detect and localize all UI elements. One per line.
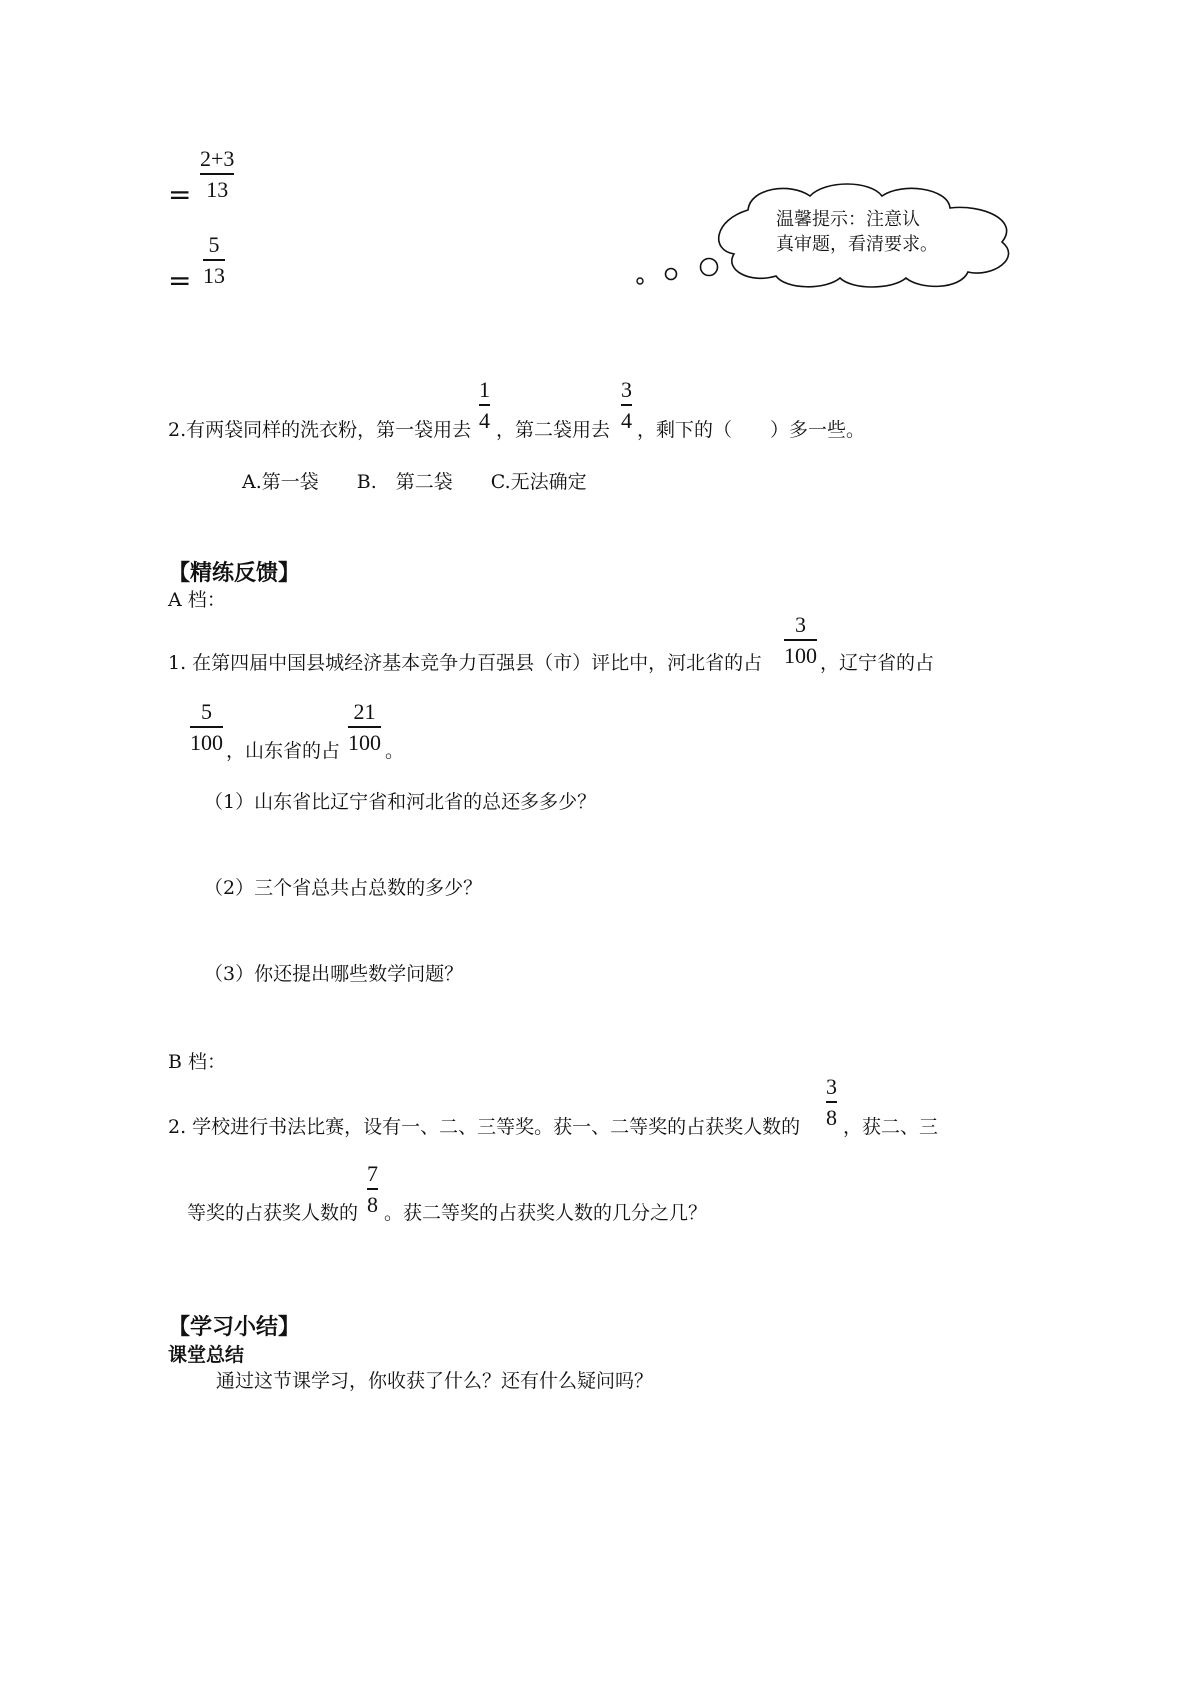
- problem-2-text-part2: ，获二、三: [843, 1116, 939, 1138]
- problem-1-text-part1: 1. 在第四届中国县城经济基本竞争力百强县（市）评比中，河北省的占: [168, 652, 763, 674]
- fraction-1-over-4: [479, 378, 490, 433]
- question-2-text-part3: ，剩下的（ ）多一些。: [637, 419, 866, 441]
- summary-subheading: 课堂总结: [168, 1344, 245, 1366]
- fraction-numerator: 7: [367, 1161, 378, 1186]
- fraction-denominator: 4: [479, 407, 490, 433]
- fraction-numerator: 5: [201, 699, 212, 724]
- problem-1-text-part4: 。: [385, 740, 405, 762]
- problem-1-subquestion-2: （2）三个省总共占总数的多少？: [204, 877, 483, 899]
- fraction-numerator: 1: [479, 377, 490, 402]
- fraction-numerator: 3: [795, 612, 806, 637]
- equals-sign: =: [168, 264, 192, 297]
- problem-2-text-part4: 。获二等奖的占获奖人数的几分之几？: [384, 1202, 708, 1224]
- fraction-bar: [200, 173, 234, 175]
- fraction-5-over-100: [190, 700, 223, 755]
- fraction-numerator: 3: [621, 377, 632, 402]
- fraction-denominator: 8: [826, 1104, 837, 1130]
- fraction-denominator: 100: [348, 729, 381, 755]
- fraction-bar: [348, 726, 381, 728]
- fraction-3-over-100: [784, 613, 817, 668]
- level-a-label: A 档：: [168, 589, 226, 611]
- practice-heading: 【精练反馈】: [168, 560, 301, 586]
- fraction-bar: [621, 404, 632, 406]
- fraction-bar: [826, 1101, 837, 1103]
- fraction-2plus3-over-13: [200, 147, 234, 202]
- level-b-label: B 档：: [168, 1051, 227, 1073]
- fraction-denominator: 4: [621, 407, 632, 433]
- question-2-text-part2: ，第二袋用去: [496, 419, 611, 441]
- fraction-3-over-8: [826, 1075, 837, 1130]
- fraction-numerator: 3: [826, 1074, 837, 1099]
- fraction-7-over-8: [367, 1162, 378, 1217]
- problem-1-text-part2: ，辽宁省的占: [820, 652, 935, 674]
- fraction-5-over-13: [203, 233, 225, 288]
- fraction-3-over-4: [621, 378, 632, 433]
- fraction-bar: [190, 726, 223, 728]
- fraction-bar: [784, 639, 817, 641]
- fraction-denominator: 8: [367, 1191, 378, 1217]
- fraction-bar: [479, 404, 490, 406]
- fraction-numerator: 5: [208, 232, 220, 257]
- tip-line-1: 温馨提示：注意认: [776, 209, 920, 230]
- fraction-numerator: 2+3: [200, 146, 235, 171]
- fraction-denominator: 100: [190, 729, 223, 755]
- summary-heading: 【学习小结】: [168, 1314, 301, 1340]
- problem-2-text-part3: 等奖的占获奖人数的: [187, 1202, 359, 1224]
- fraction-bar: [203, 259, 225, 261]
- fraction-21-over-100: [348, 700, 381, 755]
- problem-1-subquestion-3: （3）你还提出哪些数学问题？: [204, 963, 464, 985]
- equals-sign: =: [168, 178, 192, 211]
- summary-text: 通过这节课学习，你收获了什么？还有什么疑问吗？: [216, 1370, 654, 1392]
- tip-line-2: 真审题，看清要求。: [776, 234, 938, 255]
- fraction-denominator: 13: [206, 176, 229, 202]
- problem-1-subquestion-1: （1）山东省比辽宁省和河北省的总还多多少？: [204, 791, 597, 813]
- problem-1-text-part3: ，山东省的占: [226, 740, 341, 762]
- fraction-bar: [367, 1188, 378, 1190]
- fraction-numerator: 21: [353, 699, 376, 724]
- fraction-denominator: 100: [784, 642, 817, 668]
- fraction-denominator: 13: [203, 262, 225, 288]
- problem-2-text-part1: 2. 学校进行书法比赛，设有一、二、三等奖。获一、二等奖的占获奖人数的: [168, 1116, 801, 1138]
- question-2-text-part1: 2.有两袋同样的洗衣粉，第一袋用去: [168, 419, 472, 441]
- question-2-options: A.第一袋 B. 第二袋 C.无法确定: [242, 471, 587, 493]
